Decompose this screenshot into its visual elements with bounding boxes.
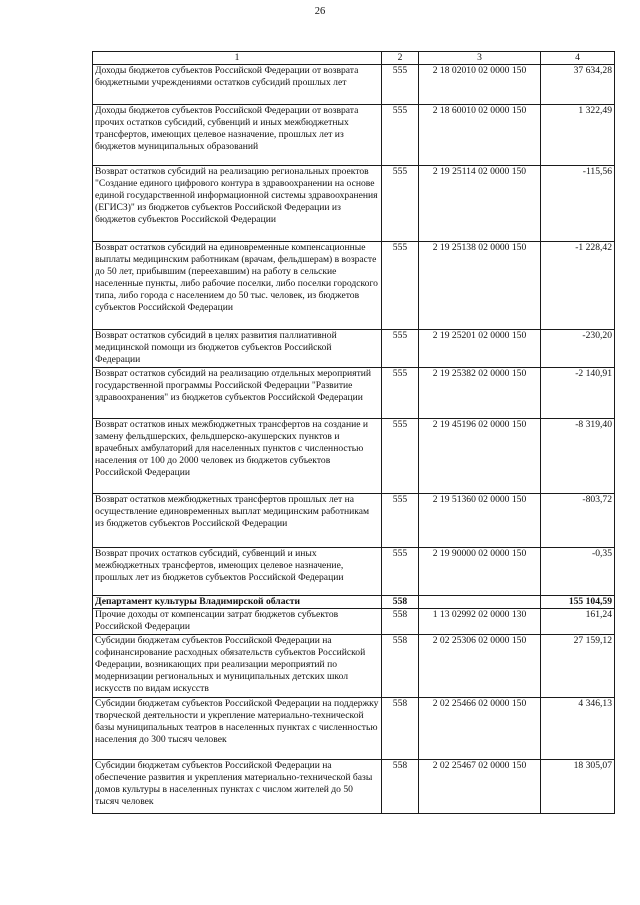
row-amount-cell: -230,20 bbox=[541, 329, 615, 367]
row-admin-cell: 555 bbox=[382, 165, 419, 241]
row-admin-cell: 558 bbox=[382, 697, 419, 759]
row-code-cell: 2 18 60010 02 0000 150 bbox=[419, 104, 541, 165]
row-name-cell: Субсидии бюджетам субъектов Российской Федерации на софинансирование расходных обязательств субъектов Российской Федерации, возникающих при реализации мероприятий по модернизации региональных и муниципальных детских школ искусств по видам искусств bbox=[93, 634, 382, 697]
table-row bbox=[93, 418, 615, 493]
row-code-cell: 2 02 25306 02 0000 150 bbox=[419, 634, 541, 697]
row-code-cell bbox=[419, 595, 541, 608]
page-number: 26 bbox=[314, 6, 326, 17]
row-admin-cell: 555 bbox=[382, 547, 419, 595]
row-amount-cell: -115,56 bbox=[541, 165, 615, 241]
header-col-3: 3 bbox=[419, 52, 541, 65]
row-name-cell: Возврат прочих остатков субсидий, субвенций и иных межбюджетных трансфертов, имеющих целевое назначение, прошлых лет из бюджетов субъектов Российской Федерации bbox=[93, 547, 382, 595]
table-row bbox=[93, 64, 615, 104]
table-row bbox=[93, 547, 615, 595]
row-code-cell: 2 19 25382 02 0000 150 bbox=[419, 367, 541, 418]
row-admin-cell: 555 bbox=[382, 329, 419, 367]
table-header-row bbox=[93, 52, 615, 65]
row-amount-cell: -1 228,42 bbox=[541, 241, 615, 329]
row-name-cell: Субсидии бюджетам субъектов Российской Федерации на обеспечение развития и укрепления материально-технической базы домов культуры в населенных пунктах с числом жителей до 50 тысяч человек bbox=[93, 759, 382, 813]
row-name-cell: Департамент культуры Владимирской области bbox=[93, 595, 382, 608]
row-amount-cell: 155 104,59 bbox=[541, 595, 615, 608]
row-amount-cell: -803,72 bbox=[541, 493, 615, 547]
table-row bbox=[93, 493, 615, 547]
row-amount-cell: 1 322,49 bbox=[541, 104, 615, 165]
header-col-4: 4 bbox=[541, 52, 615, 65]
table-row bbox=[93, 165, 615, 241]
row-code-cell: 2 02 25466 02 0000 150 bbox=[419, 697, 541, 759]
row-amount-cell: 27 159,12 bbox=[541, 634, 615, 697]
row-admin-cell: 558 bbox=[382, 595, 419, 608]
table-row bbox=[93, 104, 615, 165]
row-code-cell: 2 19 45196 02 0000 150 bbox=[419, 418, 541, 493]
row-code-cell: 1 13 02992 02 0000 130 bbox=[419, 608, 541, 634]
table-body bbox=[93, 52, 615, 814]
row-code-cell: 2 19 25114 02 0000 150 bbox=[419, 165, 541, 241]
table-row bbox=[93, 634, 615, 697]
table-row bbox=[93, 759, 615, 813]
row-name-cell: Прочие доходы от компенсации затрат бюджетов субъектов Российской Федерации bbox=[93, 608, 382, 634]
row-code-cell: 2 19 25201 02 0000 150 bbox=[419, 329, 541, 367]
row-amount-cell: -8 319,40 bbox=[541, 418, 615, 493]
table-row bbox=[93, 608, 615, 634]
header-col-2: 2 bbox=[382, 52, 419, 65]
row-admin-cell: 558 bbox=[382, 608, 419, 634]
row-name-cell: Субсидии бюджетам субъектов Российской Федерации на поддержку творческой деятельности и укрепление материально-технической базы муниципальных театров в населенных пунктах с численностью населения до 300 тысяч человек bbox=[93, 697, 382, 759]
row-amount-cell: 161,24 bbox=[541, 608, 615, 634]
row-admin-cell: 555 bbox=[382, 493, 419, 547]
row-name-cell: Возврат остатков субсидий в целях развития паллиативной медицинской помощи из бюджетов субъектов Российской Федерации bbox=[93, 329, 382, 367]
row-admin-cell: 555 bbox=[382, 418, 419, 493]
row-code-cell: 2 18 02010 02 0000 150 bbox=[419, 64, 541, 104]
row-name-cell: Доходы бюджетов субъектов Российской Федерации от возврата бюджетными учреждениями остатков субсидий прошлых лет bbox=[93, 64, 382, 104]
row-amount-cell: -0,35 bbox=[541, 547, 615, 595]
table-row bbox=[93, 367, 615, 418]
row-amount-cell: 37 634,28 bbox=[541, 64, 615, 104]
row-amount-cell: 18 305,07 bbox=[541, 759, 615, 813]
header-col-1: 1 bbox=[93, 52, 382, 65]
row-admin-cell: 555 bbox=[382, 241, 419, 329]
row-admin-cell: 558 bbox=[382, 759, 419, 813]
row-code-cell: 2 19 51360 02 0000 150 bbox=[419, 493, 541, 547]
row-admin-cell: 555 bbox=[382, 64, 419, 104]
row-admin-cell: 558 bbox=[382, 634, 419, 697]
table-row bbox=[93, 697, 615, 759]
table-row bbox=[93, 595, 615, 608]
row-name-cell: Доходы бюджетов субъектов Российской Федерации от возврата прочих остатков субсидий, субвенций и иных межбюджетных трансфертов, имеющих целевое назначение, прошлых лет из бюджетов муниципальных образований bbox=[93, 104, 382, 165]
row-admin-cell: 555 bbox=[382, 367, 419, 418]
revenue-table bbox=[92, 51, 615, 814]
row-name-cell: Возврат остатков субсидий на единовременные компенсационные выплаты медицинским работникам (врачам, фельдшерам) в возрасте до 50 лет, прибывшим (переехавшим) на работу в сельские населенные пункты, либо рабочие поселки, либо поселки городского типа, либо города с населением до 50 тыс. человек, из бюджетов субъектов Российской Федерации bbox=[93, 241, 382, 329]
row-admin-cell: 555 bbox=[382, 104, 419, 165]
row-amount-cell: -2 140,91 bbox=[541, 367, 615, 418]
row-code-cell: 2 19 90000 02 0000 150 bbox=[419, 547, 541, 595]
table-row bbox=[93, 329, 615, 367]
row-name-cell: Возврат остатков иных межбюджетных трансфертов на создание и замену фельдшерских, фельдшерско-акушерских пунктов и врачебных амбулаторий для населенных пунктов с численностью населения от 100 до 2000 человек из бюджетов субъектов Российской Федерации bbox=[93, 418, 382, 493]
row-name-cell: Возврат остатков субсидий на реализацию региональных проектов "Создание единого цифрового контура в здравоохранении на основе единой государственной информационной системы здравоохранения (ЕГИСЗ)" из бюджетов субъектов Российской Федерации из бюджетов субъектов Российской Федерации bbox=[93, 165, 382, 241]
row-code-cell: 2 19 25138 02 0000 150 bbox=[419, 241, 541, 329]
table-row bbox=[93, 241, 615, 329]
row-amount-cell: 4 346,13 bbox=[541, 697, 615, 759]
row-code-cell: 2 02 25467 02 0000 150 bbox=[419, 759, 541, 813]
row-name-cell: Возврат остатков межбюджетных трансфертов прошлых лет на осуществление единовременных выплат медицинским работникам из бюджетов субъектов Российской Федерации bbox=[93, 493, 382, 547]
row-name-cell: Возврат остатков субсидий на реализацию отдельных мероприятий государственной программы Российской Федерации "Развитие здравоохранения" из бюджетов субъектов Российской Федерации bbox=[93, 367, 382, 418]
